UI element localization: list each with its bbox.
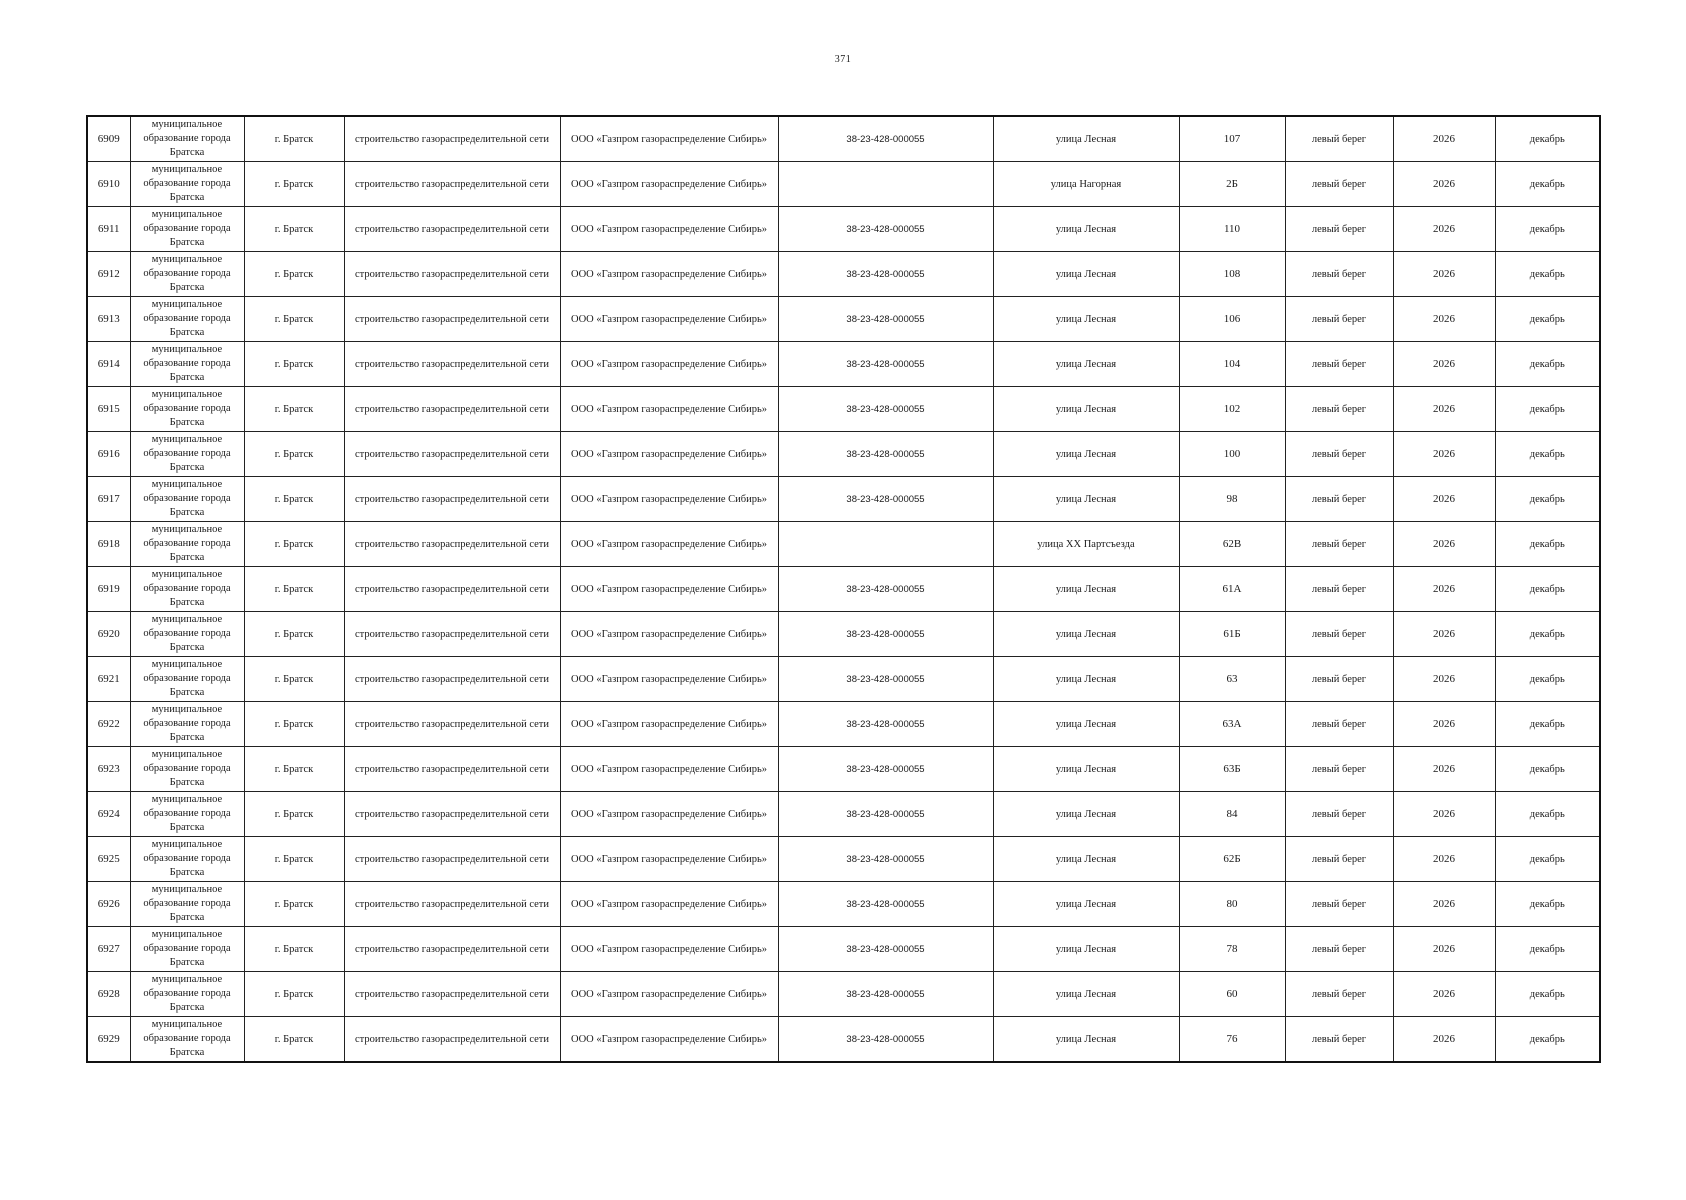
month-cell: декабрь — [1495, 837, 1600, 882]
month-cell: декабрь — [1495, 116, 1600, 162]
house-number-cell: 61Б — [1179, 612, 1285, 657]
table-row — [87, 612, 1600, 657]
table-row — [87, 162, 1600, 207]
street-cell: улица Лесная — [993, 342, 1179, 387]
municipality-cell: муниципальное образование города Братска — [130, 657, 244, 702]
municipality-cell: муниципальное образование города Братска — [130, 702, 244, 747]
registry-code-cell: 38-23-428-000055 — [778, 1017, 993, 1063]
year-cell: 2026 — [1393, 432, 1495, 477]
table-row — [87, 477, 1600, 522]
street-cell: улица Лесная — [993, 927, 1179, 972]
river-bank-cell: левый берег — [1285, 477, 1393, 522]
street-cell: улица Лесная — [993, 657, 1179, 702]
river-bank-cell: левый берег — [1285, 116, 1393, 162]
month-cell: декабрь — [1495, 342, 1600, 387]
river-bank-cell: левый берег — [1285, 927, 1393, 972]
organization-cell: ООО «Газпром газораспределение Сибирь» — [560, 252, 778, 297]
house-number-cell: 98 — [1179, 477, 1285, 522]
municipality-cell: муниципальное образование города Братска — [130, 1017, 244, 1063]
organization-cell: ООО «Газпром газораспределение Сибирь» — [560, 702, 778, 747]
river-bank-cell: левый берег — [1285, 342, 1393, 387]
work-type-cell: строительство газораспределительной сети — [344, 477, 560, 522]
registry-code-cell: 38-23-428-000055 — [778, 567, 993, 612]
table-row — [87, 702, 1600, 747]
street-cell: улица Лесная — [993, 477, 1179, 522]
municipality-cell: муниципальное образование города Братска — [130, 972, 244, 1017]
house-number-cell: 62Б — [1179, 837, 1285, 882]
work-type-cell: строительство газораспределительной сети — [344, 207, 560, 252]
month-cell: декабрь — [1495, 1017, 1600, 1063]
street-cell: улица Лесная — [993, 702, 1179, 747]
row-number-cell: 6913 — [87, 297, 130, 342]
table-row — [87, 567, 1600, 612]
month-cell: декабрь — [1495, 297, 1600, 342]
work-type-cell: строительство газораспределительной сети — [344, 792, 560, 837]
municipality-cell: муниципальное образование города Братска — [130, 927, 244, 972]
table-row — [87, 387, 1600, 432]
organization-cell: ООО «Газпром газораспределение Сибирь» — [560, 792, 778, 837]
street-cell: улица Лесная — [993, 432, 1179, 477]
organization-cell: ООО «Газпром газораспределение Сибирь» — [560, 837, 778, 882]
municipality-cell: муниципальное образование города Братска — [130, 207, 244, 252]
work-type-cell: строительство газораспределительной сети — [344, 432, 560, 477]
work-type-cell: строительство газораспределительной сети — [344, 612, 560, 657]
year-cell: 2026 — [1393, 477, 1495, 522]
year-cell: 2026 — [1393, 747, 1495, 792]
work-type-cell: строительство газораспределительной сети — [344, 927, 560, 972]
river-bank-cell: левый берег — [1285, 612, 1393, 657]
row-number-cell: 6922 — [87, 702, 130, 747]
organization-cell: ООО «Газпром газораспределение Сибирь» — [560, 882, 778, 927]
street-cell: улица Лесная — [993, 792, 1179, 837]
house-number-cell: 106 — [1179, 297, 1285, 342]
table-row — [87, 207, 1600, 252]
row-number-cell: 6916 — [87, 432, 130, 477]
municipality-cell: муниципальное образование города Братска — [130, 162, 244, 207]
street-cell: улица Лесная — [993, 837, 1179, 882]
row-number-cell: 6929 — [87, 1017, 130, 1063]
city-cell: г. Братск — [244, 297, 344, 342]
river-bank-cell: левый берег — [1285, 972, 1393, 1017]
table-row — [87, 342, 1600, 387]
year-cell: 2026 — [1393, 792, 1495, 837]
house-number-cell: 63Б — [1179, 747, 1285, 792]
river-bank-cell: левый берег — [1285, 387, 1393, 432]
table-row — [87, 837, 1600, 882]
house-number-cell: 61А — [1179, 567, 1285, 612]
work-type-cell: строительство газораспределительной сети — [344, 837, 560, 882]
house-number-cell: 108 — [1179, 252, 1285, 297]
year-cell: 2026 — [1393, 702, 1495, 747]
organization-cell: ООО «Газпром газораспределение Сибирь» — [560, 387, 778, 432]
registry-code-cell: 38-23-428-000055 — [778, 792, 993, 837]
house-number-cell: 100 — [1179, 432, 1285, 477]
row-number-cell: 6926 — [87, 882, 130, 927]
city-cell: г. Братск — [244, 207, 344, 252]
month-cell: декабрь — [1495, 252, 1600, 297]
work-type-cell: строительство газораспределительной сети — [344, 522, 560, 567]
river-bank-cell: левый берег — [1285, 522, 1393, 567]
organization-cell: ООО «Газпром газораспределение Сибирь» — [560, 342, 778, 387]
city-cell: г. Братск — [244, 837, 344, 882]
row-number-cell: 6914 — [87, 342, 130, 387]
gasification-register-table — [86, 115, 1601, 1063]
municipality-cell: муниципальное образование города Братска — [130, 297, 244, 342]
table-row — [87, 432, 1600, 477]
city-cell: г. Братск — [244, 162, 344, 207]
year-cell: 2026 — [1393, 522, 1495, 567]
table-row — [87, 297, 1600, 342]
organization-cell: ООО «Газпром газораспределение Сибирь» — [560, 1017, 778, 1063]
table-row — [87, 1017, 1600, 1063]
row-number-cell: 6927 — [87, 927, 130, 972]
registry-code-cell: 38-23-428-000055 — [778, 657, 993, 702]
table-row — [87, 882, 1600, 927]
municipality-cell: муниципальное образование города Братска — [130, 342, 244, 387]
work-type-cell: строительство газораспределительной сети — [344, 297, 560, 342]
year-cell: 2026 — [1393, 882, 1495, 927]
municipality-cell: муниципальное образование города Братска — [130, 882, 244, 927]
month-cell: декабрь — [1495, 972, 1600, 1017]
registry-code-cell: 38-23-428-000055 — [778, 297, 993, 342]
house-number-cell: 107 — [1179, 116, 1285, 162]
month-cell: декабрь — [1495, 612, 1600, 657]
month-cell: декабрь — [1495, 162, 1600, 207]
year-cell: 2026 — [1393, 972, 1495, 1017]
work-type-cell: строительство газораспределительной сети — [344, 1017, 560, 1063]
organization-cell: ООО «Газпром газораспределение Сибирь» — [560, 207, 778, 252]
river-bank-cell: левый берег — [1285, 747, 1393, 792]
organization-cell: ООО «Газпром газораспределение Сибирь» — [560, 162, 778, 207]
river-bank-cell: левый берег — [1285, 1017, 1393, 1063]
row-number-cell: 6917 — [87, 477, 130, 522]
municipality-cell: муниципальное образование города Братска — [130, 432, 244, 477]
registry-code-cell: 38-23-428-000055 — [778, 612, 993, 657]
river-bank-cell: левый берег — [1285, 207, 1393, 252]
street-cell: улица Лесная — [993, 387, 1179, 432]
house-number-cell: 62В — [1179, 522, 1285, 567]
organization-cell: ООО «Газпром газораспределение Сибирь» — [560, 657, 778, 702]
row-number-cell: 6910 — [87, 162, 130, 207]
river-bank-cell: левый берег — [1285, 252, 1393, 297]
city-cell: г. Братск — [244, 432, 344, 477]
row-number-cell: 6925 — [87, 837, 130, 882]
river-bank-cell: левый берег — [1285, 882, 1393, 927]
organization-cell: ООО «Газпром газораспределение Сибирь» — [560, 522, 778, 567]
row-number-cell: 6911 — [87, 207, 130, 252]
work-type-cell: строительство газораспределительной сети — [344, 882, 560, 927]
year-cell: 2026 — [1393, 567, 1495, 612]
table-row — [87, 972, 1600, 1017]
row-number-cell: 6923 — [87, 747, 130, 792]
city-cell: г. Братск — [244, 972, 344, 1017]
year-cell: 2026 — [1393, 1017, 1495, 1063]
work-type-cell: строительство газораспределительной сети — [344, 252, 560, 297]
work-type-cell: строительство газораспределительной сети — [344, 387, 560, 432]
street-cell: улица Лесная — [993, 207, 1179, 252]
city-cell: г. Братск — [244, 792, 344, 837]
work-type-cell: строительство газораспределительной сети — [344, 972, 560, 1017]
month-cell: декабрь — [1495, 387, 1600, 432]
row-number-cell: 6928 — [87, 972, 130, 1017]
work-type-cell: строительство газораспределительной сети — [344, 342, 560, 387]
registry-code-cell: 38-23-428-000055 — [778, 747, 993, 792]
river-bank-cell: левый берег — [1285, 567, 1393, 612]
house-number-cell: 80 — [1179, 882, 1285, 927]
table-row — [87, 522, 1600, 567]
table-row — [87, 927, 1600, 972]
month-cell: декабрь — [1495, 477, 1600, 522]
street-cell: улица Лесная — [993, 1017, 1179, 1063]
registry-code-cell — [778, 522, 993, 567]
house-number-cell: 2Б — [1179, 162, 1285, 207]
street-cell: улица Лесная — [993, 972, 1179, 1017]
city-cell: г. Братск — [244, 477, 344, 522]
month-cell: декабрь — [1495, 522, 1600, 567]
city-cell: г. Братск — [244, 1017, 344, 1063]
organization-cell: ООО «Газпром газораспределение Сибирь» — [560, 432, 778, 477]
registry-code-cell: 38-23-428-000055 — [778, 116, 993, 162]
registry-code-cell: 38-23-428-000055 — [778, 252, 993, 297]
house-number-cell: 63А — [1179, 702, 1285, 747]
registry-code-cell: 38-23-428-000055 — [778, 432, 993, 477]
work-type-cell: строительство газораспределительной сети — [344, 162, 560, 207]
registry-code-cell: 38-23-428-000055 — [778, 207, 993, 252]
year-cell: 2026 — [1393, 837, 1495, 882]
house-number-cell: 60 — [1179, 972, 1285, 1017]
organization-cell: ООО «Газпром газораспределение Сибирь» — [560, 612, 778, 657]
street-cell: улица Лесная — [993, 882, 1179, 927]
river-bank-cell: левый берег — [1285, 162, 1393, 207]
river-bank-cell: левый берег — [1285, 297, 1393, 342]
organization-cell: ООО «Газпром газораспределение Сибирь» — [560, 116, 778, 162]
page-number: 371 — [834, 54, 852, 65]
year-cell: 2026 — [1393, 927, 1495, 972]
registry-code-cell: 38-23-428-000055 — [778, 342, 993, 387]
year-cell: 2026 — [1393, 657, 1495, 702]
month-cell: декабрь — [1495, 567, 1600, 612]
municipality-cell: муниципальное образование города Братска — [130, 747, 244, 792]
city-cell: г. Братск — [244, 702, 344, 747]
municipality-cell: муниципальное образование города Братска — [130, 612, 244, 657]
registry-code-cell: 38-23-428-000055 — [778, 882, 993, 927]
city-cell: г. Братск — [244, 927, 344, 972]
river-bank-cell: левый берег — [1285, 837, 1393, 882]
year-cell: 2026 — [1393, 297, 1495, 342]
registry-code-cell: 38-23-428-000055 — [778, 972, 993, 1017]
city-cell: г. Братск — [244, 657, 344, 702]
municipality-cell: муниципальное образование города Братска — [130, 837, 244, 882]
month-cell: декабрь — [1495, 657, 1600, 702]
table-row — [87, 792, 1600, 837]
work-type-cell: строительство газораспределительной сети — [344, 747, 560, 792]
organization-cell: ООО «Газпром газораспределение Сибирь» — [560, 297, 778, 342]
row-number-cell: 6919 — [87, 567, 130, 612]
street-cell: улица Лесная — [993, 567, 1179, 612]
registry-code-cell — [778, 162, 993, 207]
city-cell: г. Братск — [244, 252, 344, 297]
municipality-cell: муниципальное образование города Братска — [130, 116, 244, 162]
month-cell: декабрь — [1495, 882, 1600, 927]
work-type-cell: строительство газораспределительной сети — [344, 116, 560, 162]
municipality-cell: муниципальное образование города Братска — [130, 522, 244, 567]
registry-code-cell: 38-23-428-000055 — [778, 837, 993, 882]
year-cell: 2026 — [1393, 252, 1495, 297]
house-number-cell: 102 — [1179, 387, 1285, 432]
row-number-cell: 6921 — [87, 657, 130, 702]
house-number-cell: 76 — [1179, 1017, 1285, 1063]
municipality-cell: муниципальное образование города Братска — [130, 792, 244, 837]
street-cell: улица Лесная — [993, 612, 1179, 657]
river-bank-cell: левый берег — [1285, 702, 1393, 747]
row-number-cell: 6915 — [87, 387, 130, 432]
municipality-cell: муниципальное образование города Братска — [130, 252, 244, 297]
month-cell: декабрь — [1495, 747, 1600, 792]
registry-code-cell: 38-23-428-000055 — [778, 702, 993, 747]
street-cell: улица Нагорная — [993, 162, 1179, 207]
house-number-cell: 104 — [1179, 342, 1285, 387]
organization-cell: ООО «Газпром газораспределение Сибирь» — [560, 747, 778, 792]
row-number-cell: 6912 — [87, 252, 130, 297]
row-number-cell: 6909 — [87, 116, 130, 162]
year-cell: 2026 — [1393, 207, 1495, 252]
house-number-cell: 78 — [1179, 927, 1285, 972]
month-cell: декабрь — [1495, 792, 1600, 837]
row-number-cell: 6918 — [87, 522, 130, 567]
table-row — [87, 657, 1600, 702]
city-cell: г. Братск — [244, 612, 344, 657]
street-cell: улица Лесная — [993, 747, 1179, 792]
city-cell: г. Братск — [244, 522, 344, 567]
house-number-cell: 110 — [1179, 207, 1285, 252]
city-cell: г. Братск — [244, 116, 344, 162]
river-bank-cell: левый берег — [1285, 657, 1393, 702]
year-cell: 2026 — [1393, 612, 1495, 657]
organization-cell: ООО «Газпром газораспределение Сибирь» — [560, 477, 778, 522]
year-cell: 2026 — [1393, 116, 1495, 162]
year-cell: 2026 — [1393, 387, 1495, 432]
table-row — [87, 252, 1600, 297]
registry-code-cell: 38-23-428-000055 — [778, 477, 993, 522]
street-cell: улица Лесная — [993, 116, 1179, 162]
city-cell: г. Братск — [244, 567, 344, 612]
street-cell: улица XX Партсъезда — [993, 522, 1179, 567]
month-cell: декабрь — [1495, 207, 1600, 252]
city-cell: г. Братск — [244, 387, 344, 432]
organization-cell: ООО «Газпром газораспределение Сибирь» — [560, 972, 778, 1017]
street-cell: улица Лесная — [993, 297, 1179, 342]
municipality-cell: муниципальное образование города Братска — [130, 477, 244, 522]
table-row — [87, 747, 1600, 792]
street-cell: улица Лесная — [993, 252, 1179, 297]
month-cell: декабрь — [1495, 927, 1600, 972]
work-type-cell: строительство газораспределительной сети — [344, 657, 560, 702]
row-number-cell: 6920 — [87, 612, 130, 657]
organization-cell: ООО «Газпром газораспределение Сибирь» — [560, 567, 778, 612]
work-type-cell: строительство газораспределительной сети — [344, 567, 560, 612]
municipality-cell: муниципальное образование города Братска — [130, 567, 244, 612]
city-cell: г. Братск — [244, 342, 344, 387]
municipality-cell: муниципальное образование города Братска — [130, 387, 244, 432]
year-cell: 2026 — [1393, 342, 1495, 387]
month-cell: декабрь — [1495, 702, 1600, 747]
table-row — [87, 116, 1600, 162]
organization-cell: ООО «Газпром газораспределение Сибирь» — [560, 927, 778, 972]
year-cell: 2026 — [1393, 162, 1495, 207]
row-number-cell: 6924 — [87, 792, 130, 837]
river-bank-cell: левый берег — [1285, 792, 1393, 837]
city-cell: г. Братск — [244, 747, 344, 792]
registry-code-cell: 38-23-428-000055 — [778, 387, 993, 432]
month-cell: декабрь — [1495, 432, 1600, 477]
city-cell: г. Братск — [244, 882, 344, 927]
river-bank-cell: левый берег — [1285, 432, 1393, 477]
work-type-cell: строительство газораспределительной сети — [344, 702, 560, 747]
table-body — [87, 116, 1600, 1062]
registry-code-cell: 38-23-428-000055 — [778, 927, 993, 972]
house-number-cell: 63 — [1179, 657, 1285, 702]
house-number-cell: 84 — [1179, 792, 1285, 837]
